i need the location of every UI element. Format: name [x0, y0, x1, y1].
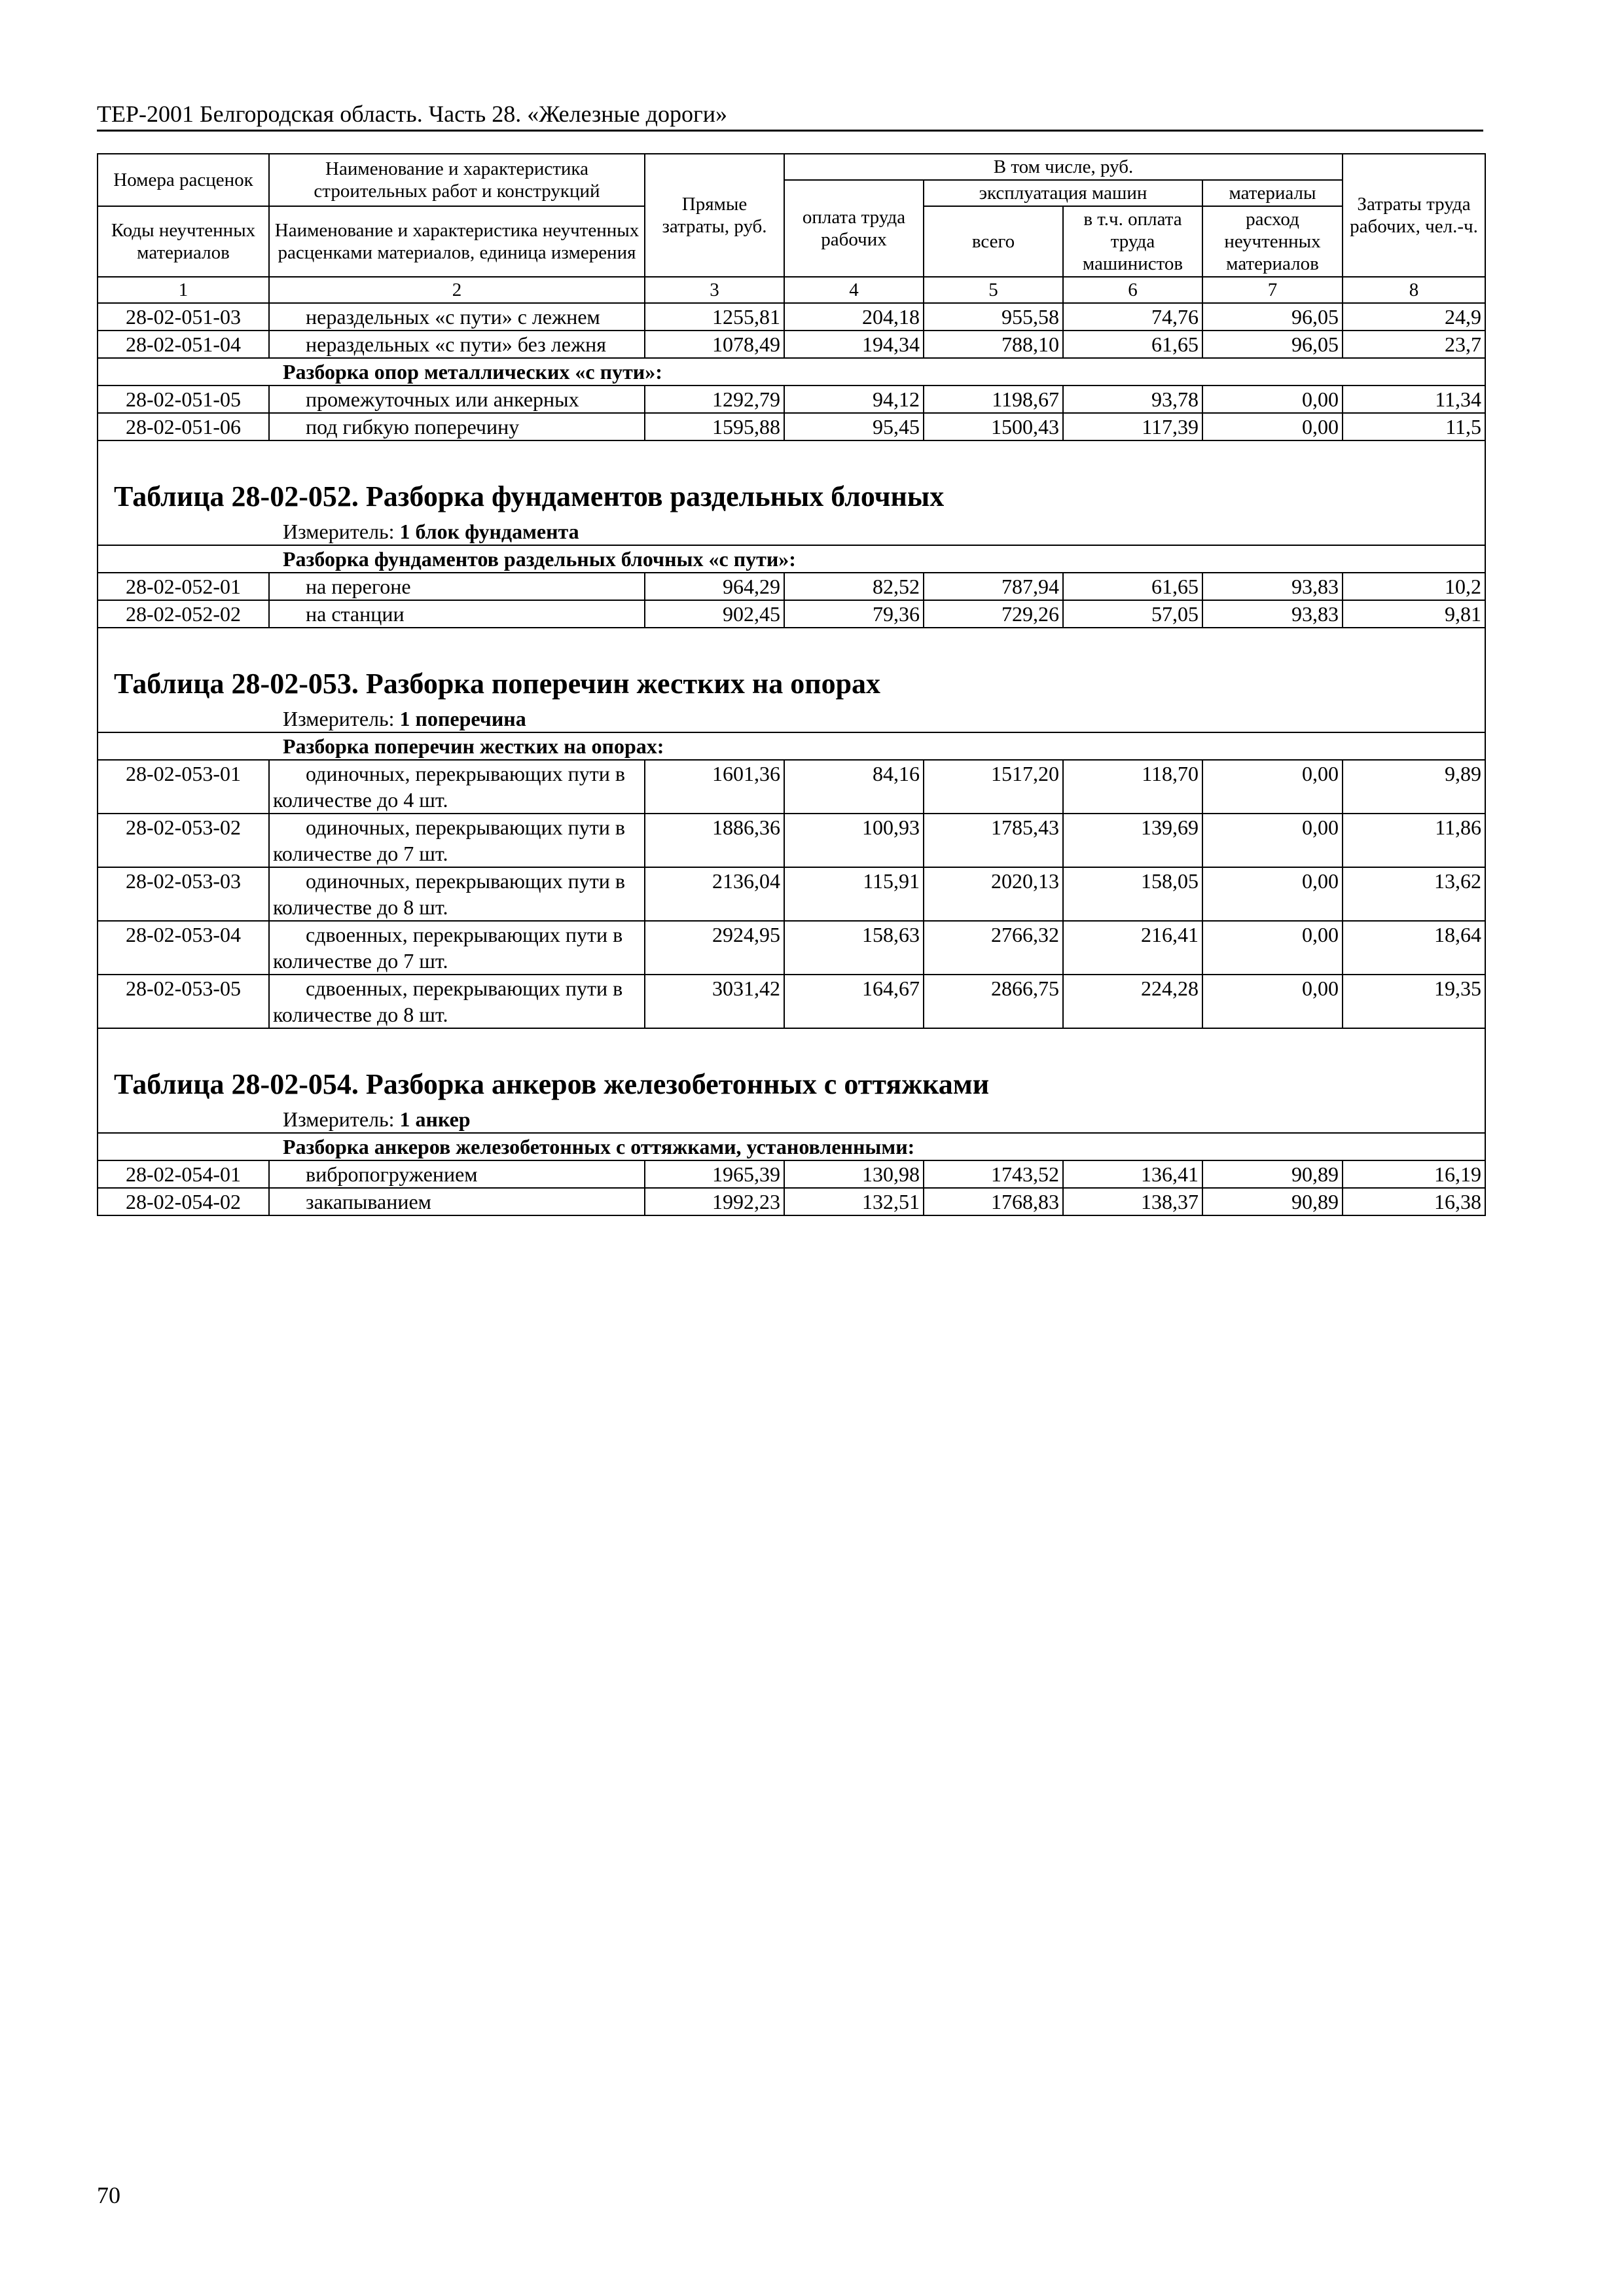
materials-cell: 96,05: [1202, 303, 1343, 331]
table-row: [98, 814, 1485, 867]
rate-code-cell: 28-02-051-06: [98, 413, 269, 440]
column-number: 8: [1343, 277, 1485, 303]
rate-code-cell: 28-02-054-01: [98, 1160, 269, 1188]
table-row: [98, 303, 1485, 331]
table-row: [98, 413, 1485, 440]
direct-costs-cell: 1595,88: [645, 413, 784, 440]
rate-code-cell: 28-02-051-05: [98, 386, 269, 413]
rate-code-cell: 28-02-052-02: [98, 600, 269, 628]
worker-pay-cell: 130,98: [784, 1160, 924, 1188]
work-name-cell: под гибкую поперечину: [269, 413, 645, 440]
work-name-cell: сдвоенных, перекрывающих пути в количестве до 7 шт.: [269, 921, 645, 975]
table-row: [98, 600, 1485, 628]
col-header-labor-hours: Затраты труда рабочих, чел.-ч.: [1343, 154, 1485, 277]
materials-cell: 0,00: [1202, 760, 1343, 814]
materials-cell: 93,83: [1202, 573, 1343, 600]
direct-costs-cell: 1078,49: [645, 331, 784, 358]
measure-value: 1 анкер: [399, 1107, 471, 1131]
column-number: 1: [98, 277, 269, 303]
labor-hours-cell: 11,5: [1343, 413, 1485, 440]
table-row: [98, 386, 1485, 413]
col-header-machinist-pay: в т.ч. оплата труда машинистов: [1063, 206, 1202, 277]
machines-total-cell: 788,10: [924, 331, 1063, 358]
labor-hours-cell: 9,89: [1343, 760, 1485, 814]
col-header-direct-costs: Прямые затраты, руб.: [645, 154, 784, 277]
worker-pay-cell: 164,67: [784, 975, 924, 1028]
measure-value: 1 поперечина: [399, 707, 526, 730]
worker-pay-cell: 204,18: [784, 303, 924, 331]
materials-cell: 0,00: [1202, 975, 1343, 1028]
table-row: [98, 573, 1485, 600]
table-row: [98, 760, 1485, 814]
running-title: ТЕР-2001 Белгородская область. Часть 28. «Железные дороги»: [97, 98, 1483, 132]
materials-cell: 0,00: [1202, 413, 1343, 440]
table-title-row: [98, 1028, 1485, 1103]
work-name-cell: сдвоенных, перекрывающих пути в количестве до 8 шт.: [269, 975, 645, 1028]
labor-hours-cell: 23,7: [1343, 331, 1485, 358]
materials-cell: 0,00: [1202, 386, 1343, 413]
direct-costs-cell: 1886,36: [645, 814, 784, 867]
machinist-pay-cell: 136,41: [1063, 1160, 1202, 1188]
col-header-material-codes: Коды неучтенных материалов: [98, 206, 269, 277]
machinist-pay-cell: 74,76: [1063, 303, 1202, 331]
machinist-pay-cell: 224,28: [1063, 975, 1202, 1028]
direct-costs-cell: 964,29: [645, 573, 784, 600]
rate-code-cell: 28-02-054-02: [98, 1188, 269, 1215]
machines-total-cell: 1785,43: [924, 814, 1063, 867]
labor-hours-cell: 18,64: [1343, 921, 1485, 975]
materials-cell: 0,00: [1202, 867, 1343, 921]
work-name-cell: закапыванием: [269, 1188, 645, 1215]
column-number: 6: [1063, 277, 1202, 303]
measure-value: 1 блок фундамента: [399, 520, 579, 543]
rate-code-cell: 28-02-053-03: [98, 867, 269, 921]
labor-hours-cell: 11,86: [1343, 814, 1485, 867]
machines-total-cell: 2766,32: [924, 921, 1063, 975]
col-header-group-rub: В том числе, руб.: [784, 154, 1343, 180]
section-title: Разборка поперечин жестких на опорах:: [98, 732, 1485, 760]
labor-hours-cell: 13,62: [1343, 867, 1485, 921]
work-name-cell: одиночных, перекрывающих пути в количестве до 7 шт.: [269, 814, 645, 867]
machinist-pay-cell: 158,05: [1063, 867, 1202, 921]
section-title: Разборка анкеров железобетонных с оттяжками, установленными:: [98, 1133, 1485, 1160]
labor-hours-cell: 16,38: [1343, 1188, 1485, 1215]
col-header-worker-pay: оплата труда рабочих: [784, 180, 924, 277]
work-name-cell: промежуточных или анкерных: [269, 386, 645, 413]
rate-code-cell: 28-02-051-04: [98, 331, 269, 358]
col-header-unaccounted-materials: расход неучтенных материалов: [1202, 206, 1343, 277]
worker-pay-cell: 100,93: [784, 814, 924, 867]
table-title: Таблица 28-02-052. Разборка фундаментов раздельных блочных: [98, 440, 1485, 516]
col-header-machines: эксплуатация машин: [924, 180, 1202, 206]
machinist-pay-cell: 117,39: [1063, 413, 1202, 440]
machines-total-cell: 1517,20: [924, 760, 1063, 814]
direct-costs-cell: 2924,95: [645, 921, 784, 975]
machinist-pay-cell: 61,65: [1063, 331, 1202, 358]
section-row: [98, 358, 1485, 386]
worker-pay-cell: 194,34: [784, 331, 924, 358]
worker-pay-cell: 95,45: [784, 413, 924, 440]
column-number: 5: [924, 277, 1063, 303]
materials-cell: 0,00: [1202, 921, 1343, 975]
machines-total-cell: 729,26: [924, 600, 1063, 628]
work-name-cell: вибропогружением: [269, 1160, 645, 1188]
worker-pay-cell: 158,63: [784, 921, 924, 975]
column-number: 3: [645, 277, 784, 303]
labor-hours-cell: 16,19: [1343, 1160, 1485, 1188]
rate-code-cell: 28-02-052-01: [98, 573, 269, 600]
direct-costs-cell: 3031,42: [645, 975, 784, 1028]
worker-pay-cell: 79,36: [784, 600, 924, 628]
table-title-row: [98, 440, 1485, 516]
labor-hours-cell: 19,35: [1343, 975, 1485, 1028]
measure-label: Измеритель:: [283, 520, 395, 543]
section-title: Разборка опор металлических «с пути»:: [98, 358, 1485, 386]
work-name-cell: одиночных, перекрывающих пути в количестве до 4 шт.: [269, 760, 645, 814]
table-row: [98, 921, 1485, 975]
machinist-pay-cell: 93,78: [1063, 386, 1202, 413]
labor-hours-cell: 10,2: [1343, 573, 1485, 600]
column-number: 2: [269, 277, 645, 303]
table-row: [98, 1188, 1485, 1215]
materials-cell: 96,05: [1202, 331, 1343, 358]
table-row: [98, 1160, 1485, 1188]
measure-row: [98, 703, 1485, 732]
rate-code-cell: 28-02-053-04: [98, 921, 269, 975]
worker-pay-cell: 115,91: [784, 867, 924, 921]
column-number: 7: [1202, 277, 1343, 303]
materials-cell: 90,89: [1202, 1160, 1343, 1188]
table-row: [98, 331, 1485, 358]
direct-costs-cell: 1992,23: [645, 1188, 784, 1215]
machinist-pay-cell: 118,70: [1063, 760, 1202, 814]
rate-code-cell: 28-02-053-01: [98, 760, 269, 814]
measure-row: [98, 1103, 1485, 1133]
table-title-row: [98, 628, 1485, 703]
measure-unit: [98, 516, 1485, 545]
col-header-rate-number: Номера расценок: [98, 154, 269, 206]
direct-costs-cell: 902,45: [645, 600, 784, 628]
rate-code-cell: 28-02-051-03: [98, 303, 269, 331]
machines-total-cell: 1500,43: [924, 413, 1063, 440]
header-row-1: [98, 154, 1485, 180]
materials-cell: 93,83: [1202, 600, 1343, 628]
table-row: [98, 867, 1485, 921]
labor-hours-cell: 11,34: [1343, 386, 1485, 413]
section-row: [98, 545, 1485, 573]
col-header-work-name: Наименование и характеристика строительных работ и конструкций: [269, 154, 645, 206]
labor-hours-cell: 9,81: [1343, 600, 1485, 628]
work-name-cell: одиночных, перекрывающих пути в количестве до 8 шт.: [269, 867, 645, 921]
table-title: Таблица 28-02-053. Разборка поперечин жестких на опорах: [98, 628, 1485, 703]
rates-table: [97, 153, 1486, 1216]
measure-unit: [98, 703, 1485, 732]
machinist-pay-cell: 216,41: [1063, 921, 1202, 975]
section-row: [98, 1133, 1485, 1160]
rate-code-cell: 28-02-053-05: [98, 975, 269, 1028]
page-number: 70: [97, 2182, 120, 2208]
machines-total-cell: 2866,75: [924, 975, 1063, 1028]
measure-row: [98, 516, 1485, 545]
measure-unit: [98, 1103, 1485, 1133]
col-header-materials: материалы: [1202, 180, 1343, 206]
col-header-material-names: Наименование и характеристика неучтенных расценками материалов, единица измерения: [269, 206, 645, 277]
machines-total-cell: 1743,52: [924, 1160, 1063, 1188]
direct-costs-cell: 1601,36: [645, 760, 784, 814]
labor-hours-cell: 24,9: [1343, 303, 1485, 331]
machinist-pay-cell: 57,05: [1063, 600, 1202, 628]
work-name-cell: нераздельных «с пути» без лежня: [269, 331, 645, 358]
worker-pay-cell: 94,12: [784, 386, 924, 413]
worker-pay-cell: 82,52: [784, 573, 924, 600]
machines-total-cell: 2020,13: [924, 867, 1063, 921]
direct-costs-cell: 2136,04: [645, 867, 784, 921]
column-number: 4: [784, 277, 924, 303]
machines-total-cell: 1198,67: [924, 386, 1063, 413]
materials-cell: 90,89: [1202, 1188, 1343, 1215]
measure-label: Измеритель:: [283, 1107, 395, 1131]
measure-label: Измеритель:: [283, 707, 395, 730]
worker-pay-cell: 84,16: [784, 760, 924, 814]
section-title: Разборка фундаментов раздельных блочных «с пути»:: [98, 545, 1485, 573]
work-name-cell: нераздельных «с пути» с лежнем: [269, 303, 645, 331]
section-row: [98, 732, 1485, 760]
machines-total-cell: 955,58: [924, 303, 1063, 331]
column-numbers-row: [98, 277, 1485, 303]
work-name-cell: на перегоне: [269, 573, 645, 600]
table-row: [98, 975, 1485, 1028]
direct-costs-cell: 1292,79: [645, 386, 784, 413]
col-header-machines-total: всего: [924, 206, 1063, 277]
direct-costs-cell: 1255,81: [645, 303, 784, 331]
machinist-pay-cell: 61,65: [1063, 573, 1202, 600]
worker-pay-cell: 132,51: [784, 1188, 924, 1215]
rate-code-cell: 28-02-053-02: [98, 814, 269, 867]
direct-costs-cell: 1965,39: [645, 1160, 784, 1188]
machinist-pay-cell: 138,37: [1063, 1188, 1202, 1215]
machines-total-cell: 787,94: [924, 573, 1063, 600]
table-title: Таблица 28-02-054. Разборка анкеров железобетонных с оттяжками: [98, 1028, 1485, 1103]
machines-total-cell: 1768,83: [924, 1188, 1063, 1215]
work-name-cell: на станции: [269, 600, 645, 628]
machinist-pay-cell: 139,69: [1063, 814, 1202, 867]
materials-cell: 0,00: [1202, 814, 1343, 867]
